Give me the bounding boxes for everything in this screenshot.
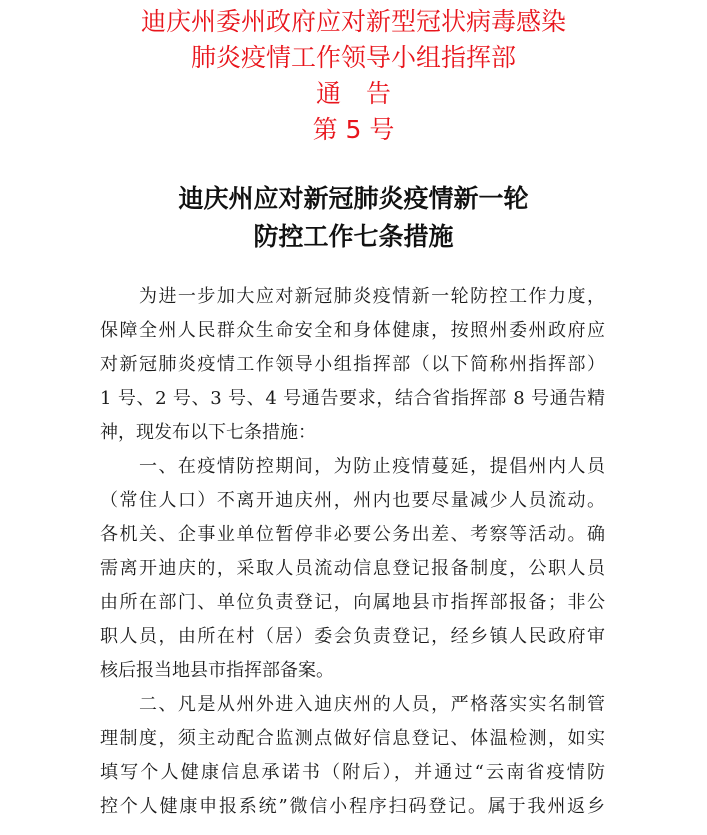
header-line-number: 第 5 号 (312, 115, 395, 144)
body-line: 为进一步加大应对新冠肺炎疫情新一轮防控工作力度， (100, 286, 605, 307)
body-line: 各机关、企事业单位暂停非必要公务出差、考察等活动。确 (100, 524, 605, 545)
body-line: 二、凡是从州外进入迪庆州的人员，严格落实实名制管 (100, 694, 605, 715)
title-line-1: 迪庆州应对新冠肺炎疫情新一轮 (178, 184, 529, 213)
document-title (0, 180, 707, 256)
body-text (100, 280, 605, 824)
body-line: 神，现发布以下七条措施： (100, 422, 316, 443)
notice-header (0, 4, 707, 148)
body-line: 需离开迪庆的，采取人员流动信息登记报备制度，公职人员 (100, 558, 605, 579)
header-line-notice: 通 告 (315, 79, 391, 108)
title-line-2: 防控工作七条措施 (253, 222, 454, 251)
body-line: 理制度，须主动配合监测点做好信息登记、体温检测，如实 (100, 728, 605, 749)
header-line-authority-2: 肺炎疫情工作领导小组指挥部 (190, 43, 516, 72)
body-line: 一、在疫情防控期间，为防止疫情蔓延，提倡州内人员 (100, 456, 605, 477)
body-line: 由所在部门、单位负责登记，向属地县市指挥部报备；非公 (100, 592, 605, 613)
body-line: 职人员，由所在村（居）委会负责登记，经乡镇人民政府审 (100, 626, 605, 647)
body-line: 对新冠肺炎疫情工作领导小组指挥部（以下简称州指挥部） (100, 354, 605, 375)
body-line: 1 号、2 号、3 号、4 号通告要求，结合省指挥部 8 号通告精 (100, 388, 605, 409)
body-line: 填写个人健康信息承诺书（附后），并通过“云南省疫情防 (100, 762, 605, 783)
body-line: 核后报当地县市指挥部备案。 (100, 660, 334, 681)
body-line: （常住人口）不离开迪庆州，州内也要尽量减少人员流动。 (100, 490, 605, 511)
body-line: 保障全州人民群众生命安全和身体健康，按照州委州政府应 (100, 320, 605, 341)
header-line-authority-1: 迪庆州委州政府应对新型冠状病毒感染 (140, 7, 566, 36)
body-line: 控个人健康申报系统”微信小程序扫码登记。属于我州返乡 (100, 796, 605, 817)
